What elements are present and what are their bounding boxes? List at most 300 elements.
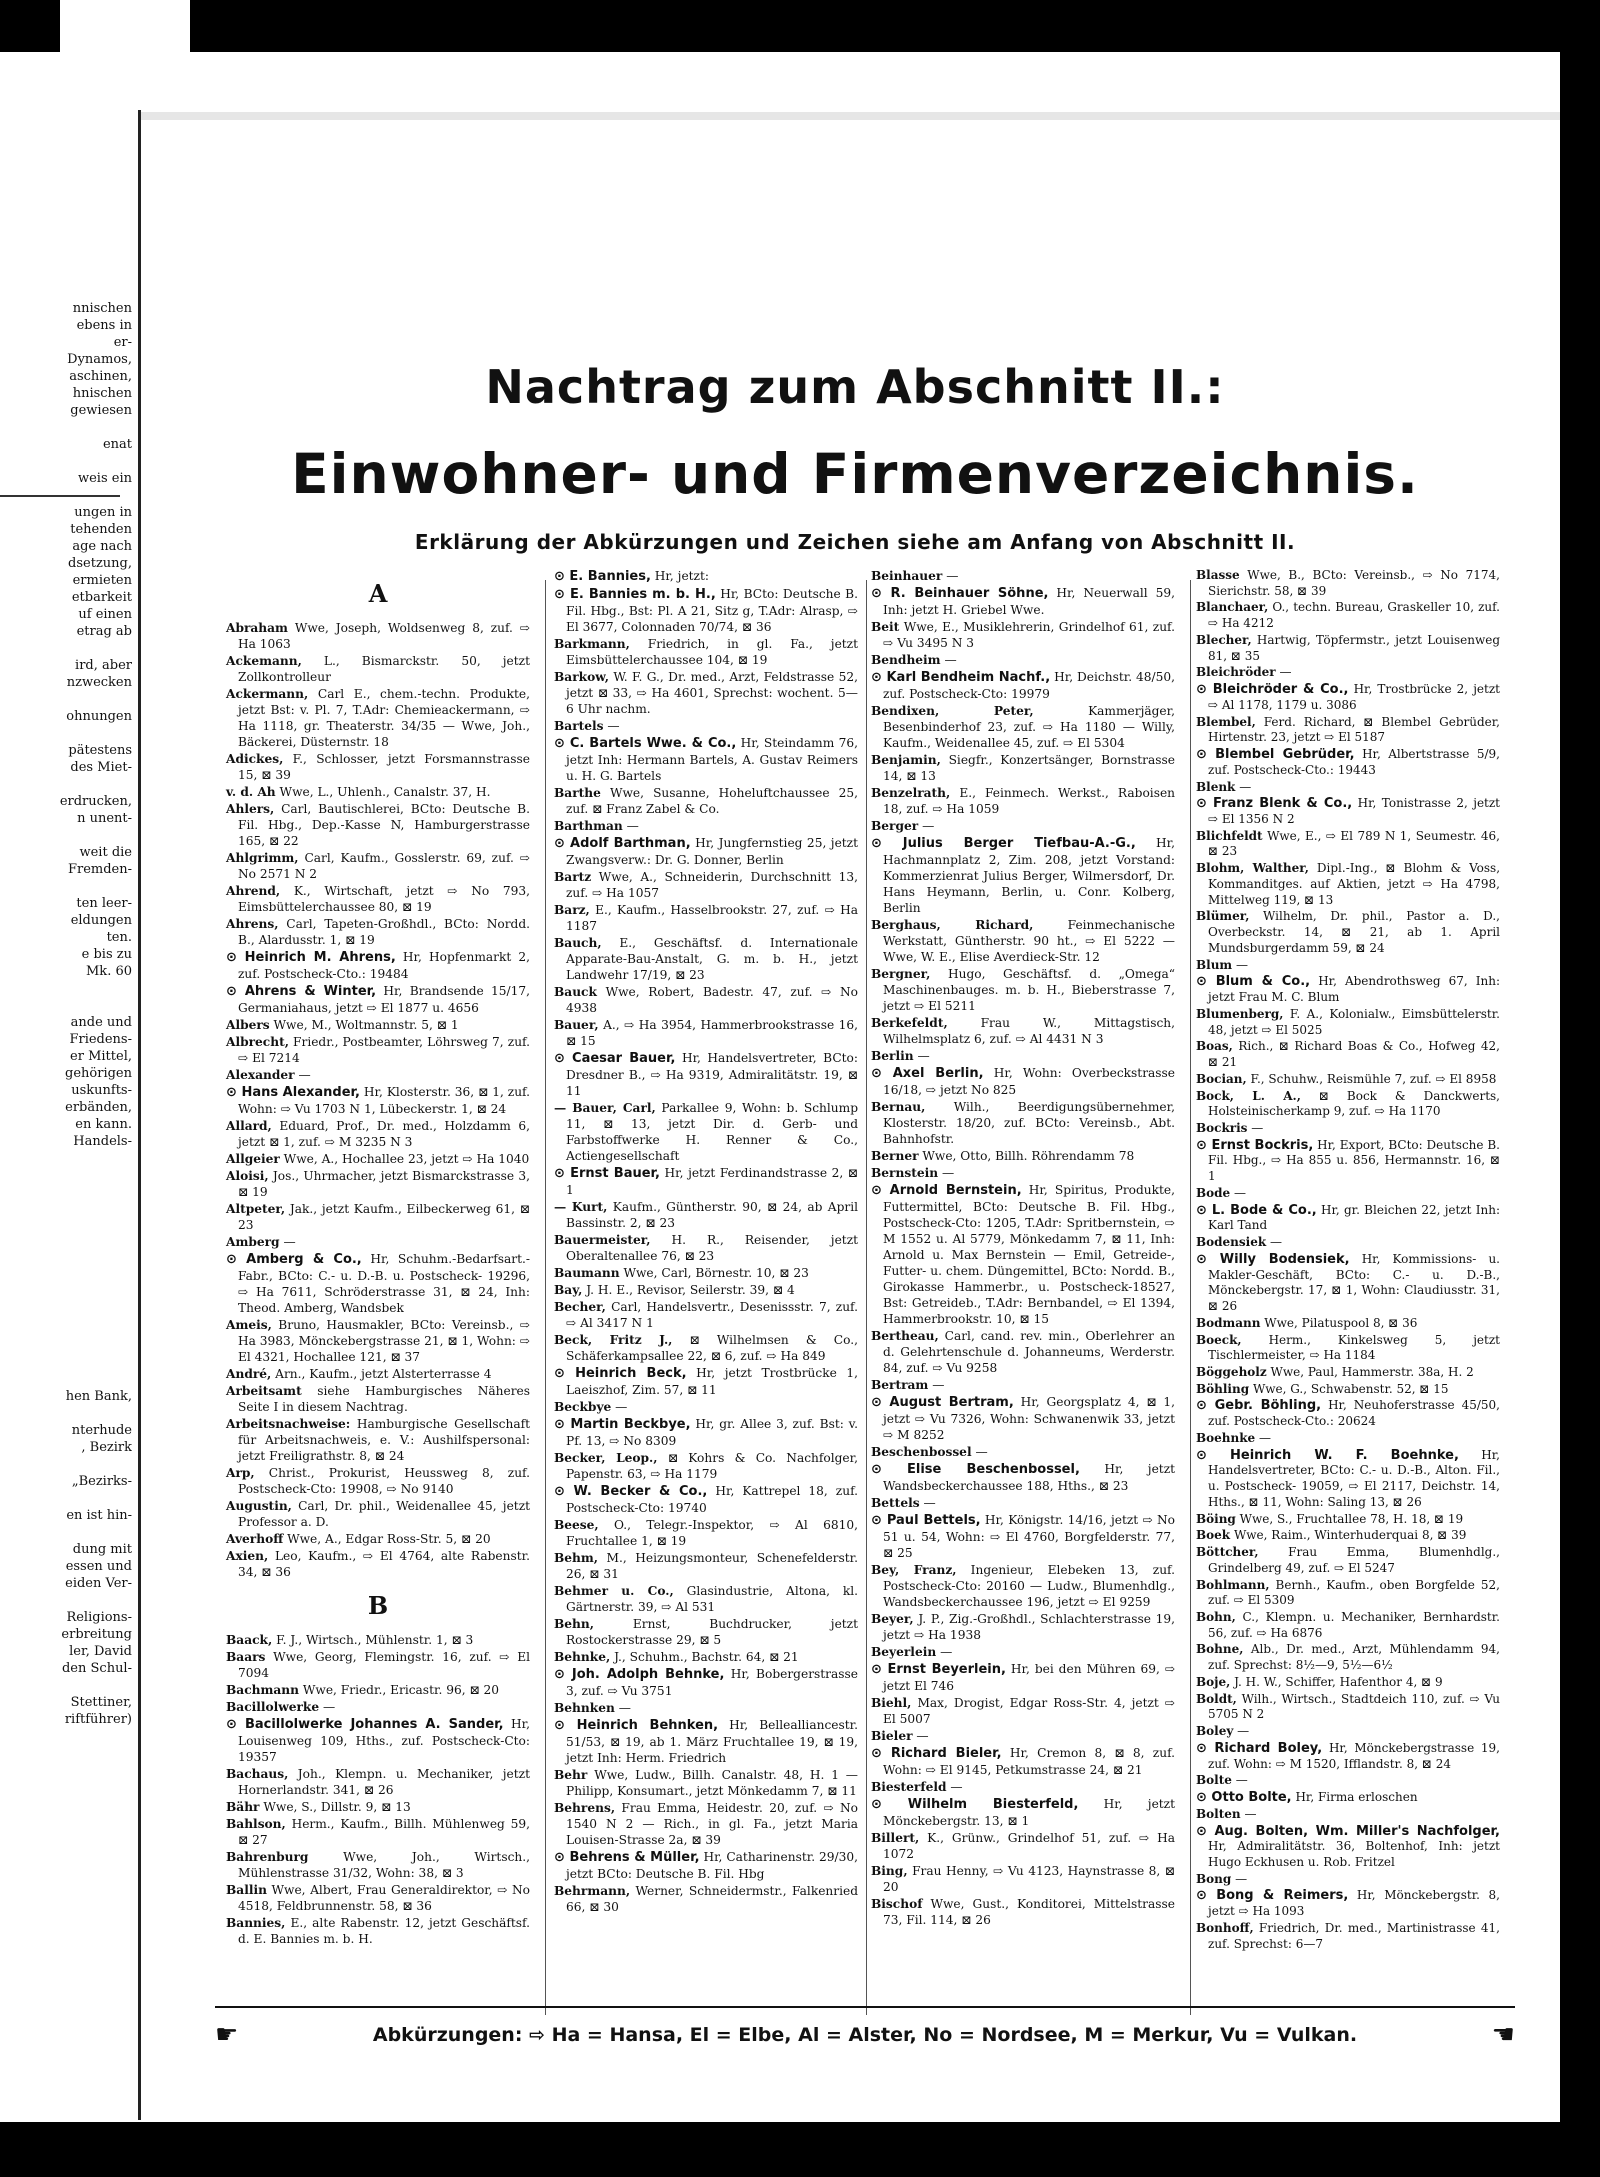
book-spine [138, 110, 141, 2120]
entry-details: Wwe, Carl, Börnestr. 10, ⊠ 23 [623, 1266, 809, 1280]
entry-name: Benzelrath, [871, 786, 951, 800]
entry-details: Hr, Jungfernstieg 25, jetzt Zwangsverw.: Dr. G. Donner, Berlin [566, 836, 859, 867]
firm-name: ⊙ Paul Bettels, [871, 1513, 981, 1528]
entry-name: Bauer, [554, 1018, 599, 1032]
left-page-text-fragment: Friedens- [69, 1032, 132, 1047]
entry-details: W. F. G., Dr. med., Arzt, Feldstrasse 52, jetzt ⊠ 33, ⇨ Ha 4601, Sprechst: wochent. 5—6 Uhr nachm. [566, 670, 858, 716]
left-page-text-fragment: enat [102, 437, 132, 452]
left-page-text-fragment: riftführer) [64, 1712, 132, 1727]
firm-entry [1196, 1888, 1500, 1919]
entry-name: Bartels [554, 719, 604, 733]
entry-name: Boehnke [1196, 1430, 1256, 1445]
entry-details: Hr, Albertstrasse 5/9, zuf. Postscheck-Cto.: 19443 [1208, 747, 1500, 777]
entry-details: F., Schlosser, jetzt Forsmannstrasse 15, ⊠ 39 [238, 752, 531, 782]
entry-name: Biehl, [871, 1696, 912, 1710]
entry-details: — [1244, 1806, 1257, 1821]
entry-details: Wwe, Joh., Wirtsch., Mühlenstrasse 31/32, Wohn: 38, ⊠ 3 [238, 1850, 530, 1880]
entry-details: Wwe, S., Fruchtallee 78, H. 18, ⊠ 19 [1239, 1511, 1464, 1526]
firm-entry [554, 586, 858, 635]
entry-details: J., Schuhm., Bachstr. 64, ⊠ 21 [614, 1650, 799, 1664]
firm-entry [1196, 1448, 1500, 1511]
entry-name: Ahlers, [226, 802, 275, 816]
entry-details: Hr, Catharinenstr. 29/30, jetzt BCto: Deutsche B. Fil. Hbg [566, 1850, 859, 1881]
entry-details: L., Bismarckstr. 50, jetzt Zollkontrolleur [238, 654, 530, 684]
entry-name: Blohm, Walther, [1196, 861, 1309, 876]
directory-entry [226, 1882, 530, 1914]
page-subtitle: Erklärung der Abkürzungen und Zeichen siehe am Anfang von Abschnitt II. [414, 530, 1296, 554]
firm-name: ⊙ E. Bannies, [554, 569, 651, 584]
directory-entry [554, 1265, 858, 1281]
firm-name: ⊙ Franz Blenk & Co., [1196, 796, 1352, 811]
directory-entry [226, 1201, 530, 1233]
entry-details: Dipl.-Ing., ⊠ Blohm & Voss, Kommanditges. auf Aktien, jetzt ⇨ Ha 4798, Mittelweg 119, ⊠ 13 [1208, 861, 1501, 907]
firm-name: ⊙ Heinrich Behnken, [554, 1718, 718, 1733]
entry-details: — [626, 819, 639, 833]
firm-name: ⊙ R. Beinhauer Söhne, [871, 586, 1048, 601]
directory-entry [871, 1377, 1175, 1393]
entry-details: Hr, Brandsende 15/17, Germaniahaus, jetzt ⇨ El 1877 u. 4656 [238, 984, 531, 1015]
entry-details: O., Telegr.-Inspektor, ⇨ Al 6810, Fruchtallee 1, ⊠ 19 [566, 1518, 858, 1548]
entry-details: Hr, Klosterstr. 36, ⊠ 1, zuf. Wohn: ⇨ Vu 1703 N 1, Lübeckerstr. 1, ⊠ 24 [238, 1085, 530, 1116]
entry-details: Jos., Uhrmacher, jetzt Bismarckstrasse 3, ⊠ 19 [238, 1169, 530, 1199]
firm-entry [871, 835, 1175, 916]
entry-details: — [298, 1068, 311, 1082]
page-title-line-2: Einwohner- und Firmenverzeichnis. [291, 442, 1419, 506]
entry-name: Barthe [554, 786, 601, 800]
directory-entry [226, 653, 530, 685]
entry-details: — [1259, 1430, 1272, 1445]
entry-name: Behrens, [554, 1801, 616, 1815]
entry-name: Benjamin, [871, 753, 941, 767]
left-page-text-fragment: Dynamos, [67, 352, 132, 367]
entry-details: Wwe, S., Dillstr. 9, ⊠ 13 [263, 1800, 411, 1814]
firm-entry [1196, 1252, 1500, 1315]
entry-details: — [1279, 665, 1292, 680]
entry-name: Ahrend, [226, 884, 281, 898]
entry-details: — [975, 1445, 988, 1459]
directory-entry [226, 1067, 530, 1083]
directory-entry [554, 1332, 858, 1364]
directory-entry [871, 1779, 1175, 1795]
left-page-text-fragment: ande und [70, 1015, 132, 1030]
column-separator [866, 580, 867, 2015]
entry-name: Bing, [871, 1864, 908, 1878]
directory-entry [871, 652, 1175, 668]
left-page-text-fragment: er- [113, 335, 132, 350]
directory-entry [226, 1531, 530, 1547]
directory-entry [554, 1299, 858, 1331]
entry-details: Hr, Wohn: Overbeckstrasse 16/18, ⇨ jetzt No 825 [883, 1066, 1176, 1097]
left-page-text-fragment: aschinen, [69, 369, 132, 384]
entry-details: Ingenieur, Elebeken 13, zuf. Postscheck-Cto: 20160 — Ludw., Blumenhdlg., Wandsbeckerchaussee 196, jetzt ⇨ El 9259 [883, 1563, 1175, 1609]
left-page-text-fragment: nterhude [71, 1423, 132, 1438]
entry-details: Hartwig, Töpfermstr., jetzt Louisenweg 81, ⊠ 35 [1208, 632, 1500, 663]
entry-details: Hr, Louisenweg 109, Hths., zuf. Postscheck-Cto: 19357 [238, 1717, 530, 1764]
firm-name: ⊙ Ernst Beyerlein, [871, 1662, 1006, 1677]
directory-entry [226, 1034, 530, 1066]
left-page-text-fragment: erdrucken, [59, 794, 132, 809]
entry-details: Hr, jetzt Mönckebergstr. 13, ⊠ 1 [883, 1797, 1176, 1828]
left-page-fragment [0, 300, 132, 1800]
abbreviation-legend: Abkürzungen: ⇨ Ha = Hansa, El = Elbe, Al = Alster, No = Nordsee, M = Merkur, Vu = Vulkan. [372, 2024, 1358, 2046]
directory-entry [554, 1883, 858, 1915]
entry-name: Bertram [871, 1378, 929, 1392]
firm-name: ⊙ Heinrich W. F. Boehnke, [1196, 1448, 1459, 1463]
entry-details: Hr, Cremon 8, ⊠ 8, zuf. Wohn: ⇨ El 9145, Petkumstrasse 24, ⊠ 21 [883, 1746, 1176, 1777]
entry-name: Bohn, [1196, 1610, 1236, 1624]
entry-details: — [1239, 779, 1252, 794]
entry-details: — [1235, 1871, 1248, 1886]
scan-top-border [0, 0, 1600, 52]
directory-entry [1196, 829, 1500, 860]
entry-details: Max, Drogist, Edgar Ross-Str. 4, jetzt ⇨ El 5007 [883, 1696, 1175, 1726]
entry-details: Hr, Steindamm 76, jetzt Inh: Hermann Bartels, A. Gustav Reimers u. H. G. Bartels [566, 736, 858, 783]
entry-name: Bohlmann, [1196, 1577, 1270, 1592]
left-page-text-fragment: uskunfts- [71, 1083, 132, 1098]
left-page-text-fragment: etrag ab [76, 624, 132, 639]
entry-details: Alb., Dr. med., Arzt, Mühlendamm 94, zuf. Sprechst: 8½—9, 5½—6½ [1208, 1642, 1500, 1673]
entry-details: Hr, Mönckebergstr. 8, jetzt ⇨ Ha 1093 [1208, 1888, 1500, 1919]
directory-entry [871, 818, 1175, 834]
entry-name: Arp, [226, 1466, 255, 1480]
entry-details: F., Schuhw., Reismühle 7, zuf. ⇨ El 8958 [1250, 1071, 1497, 1086]
directory-entry [871, 966, 1175, 1014]
firm-name: ⊙ Willy Bodensiek, [1196, 1252, 1350, 1267]
entry-details: Wwe, E., ⇨ El 789 N 1, Seumestr. 46, ⊠ 23 [1208, 828, 1500, 859]
firm-name: ⊙ Martin Beckbye, [554, 1417, 691, 1432]
left-page-text-fragment: en kann. [75, 1117, 132, 1132]
directory-entry [554, 869, 858, 901]
entry-details: Leo, Kaufm., ⇨ El 4764, alte Rabenstr. 34, ⊠ 36 [238, 1549, 530, 1579]
left-page-text-fragment: Stettiner, [70, 1695, 132, 1710]
left-page-text-fragment: Religions- [66, 1610, 132, 1625]
entry-name: Behrmann, [554, 1884, 631, 1898]
firm-entry [871, 669, 1175, 702]
left-page-text-fragment: etbarkeit [71, 590, 132, 605]
directory-column-3 [871, 568, 1175, 1929]
entry-details: Hr, Georgsplatz 4, ⊠ 1, jetzt ⇨ Vu 7326, Wohn: Schwanenwik 33, jetzt ⇨ M 8252 [883, 1395, 1176, 1442]
directory-column-2 [554, 568, 858, 1916]
left-page-text-fragment: erbreitung [61, 1627, 132, 1642]
directory-entry [871, 1896, 1175, 1928]
entry-details: Frau Emma, Blumenhdlg., Grindelberg 49, zuf. ⇨ El 5247 [1208, 1545, 1500, 1575]
entry-name: Böing [1196, 1511, 1236, 1526]
directory-entry [1196, 1007, 1500, 1038]
entry-name: Bolte [1196, 1773, 1232, 1788]
entry-name: Alexander [226, 1068, 295, 1082]
footer-rule [215, 2006, 1515, 2008]
directory-entry [1196, 1872, 1500, 1888]
entry-name: Allgeier [226, 1152, 280, 1166]
entry-name: Bertheau, [871, 1329, 939, 1343]
entry-details: Carl, Dr. phil., Weidenallee 45, jetzt Professor a. D. [238, 1499, 531, 1529]
entry-name: Bahrenburg [226, 1850, 309, 1864]
entry-name: Blanchaer, [1196, 600, 1269, 615]
entry-details: Wilh., Beerdigungsübernehmer, Klosterstr. 18/20, zuf. BCto: Vereinsb., Abt. Bahnhofstr. [883, 1100, 1175, 1146]
entry-details: Siegfr., Konzertsänger, Bornstrasse 14, ⊠ 13 [883, 753, 1175, 783]
entry-details: — [932, 1378, 945, 1392]
entry-name: Berghaus, Richard, [871, 918, 1034, 932]
left-page-rule [0, 495, 120, 497]
directory-entry [554, 1649, 858, 1665]
entry-name: Bonhoff, [1196, 1920, 1254, 1935]
entry-details: Wwe, Robert, Badestr. 47, zuf. ⇨ No 4938 [566, 985, 859, 1015]
directory-entry [226, 1548, 530, 1580]
entry-name: Blümer, [1196, 909, 1250, 924]
entry-name: Ameis, [226, 1318, 272, 1332]
left-page-text-fragment: essen und [65, 1559, 132, 1574]
entry-name: Albers [226, 1018, 270, 1032]
firm-name: ⊙ C. Bartels Wwe. & Co., [554, 736, 736, 751]
left-page-text-fragment: nnischen [72, 301, 132, 316]
entry-details: Hr, Tonistrasse 2, jetzt ⇨ El 1356 N 2 [1208, 796, 1501, 827]
entry-details: Hr, Hachmannplatz 2, Zim. 208, jetzt Vorstand: Kommerzienrat Julius Berger, Wilmersdorf, Dr. Hans Heymann, Berlin, u. Conr. Kolberg, Berlin [883, 836, 1176, 915]
entry-details: — [940, 1645, 953, 1659]
left-page-text-fragment: ird, aber [75, 658, 132, 673]
entry-details: Wwe, Joseph, Woldsenweg 8, zuf. ⇨ Ha 1063 [238, 621, 530, 651]
directory-entry [554, 1399, 858, 1415]
entry-details: C., Klempn. u. Mechaniker, Bernhardstr. 56, zuf. ⇨ Ha 6876 [1208, 1610, 1500, 1640]
left-page-text-fragment: dung mit [72, 1542, 132, 1557]
entry-name: Bergner, [871, 967, 931, 981]
scan-top-gap [60, 0, 190, 52]
entry-details: — [615, 1400, 628, 1414]
entry-details: Hr, BCto: Deutsche B. Fil. Hbg., Bst: Pl. A 21, Sitz g, T.Adr: Alrasp, ⇨ El 3677, Colonnaden 70/74, ⊠ 36 [566, 587, 858, 634]
firm-entry [554, 735, 858, 784]
entry-name: Bahlson, [226, 1817, 286, 1831]
entry-details: Friedr., Postbeamter, Löhrsweg 7, zuf. ⇨ El 7214 [238, 1035, 530, 1065]
entry-name: Blichfeldt [1196, 828, 1263, 843]
entry-details: Wwe, Albert, Frau Generaldirektor, ⇨ No 4518, Feldbrunnenstr. 58, ⊠ 36 [238, 1883, 530, 1913]
entry-name: Ackermann, [226, 687, 309, 701]
directory-entry [554, 718, 858, 734]
entry-details: — [922, 819, 935, 833]
entry-details: Wwe, A., Schneiderin, Durchschnitt 13, zuf. ⇨ Ha 1057 [566, 870, 858, 900]
entry-details: — [283, 1235, 296, 1249]
entry-details: Frau W., Mittagstisch, Wilhelmsplatz 6, zuf. ⇨ Al 4431 N 3 [883, 1016, 1175, 1046]
entry-name: Bleichröder [1196, 665, 1276, 680]
entry-details: Wwe, G., Schwabenstr. 52, ⊠ 15 [1252, 1381, 1449, 1396]
entry-details: — [1237, 1724, 1250, 1739]
entry-details: ⊠ Wilhelmsen & Co., Schäferkampsallee 22, ⊠ 6, zuf. ⇨ Ha 849 [566, 1333, 858, 1363]
entry-details: Wilh., Wirtsch., Stadtdeich 110, zuf. ⇨ Vu 5705 N 2 [1208, 1691, 1500, 1722]
left-page-text-fragment: n unent- [77, 811, 132, 826]
left-page-text-fragment: age nach [72, 539, 132, 554]
firm-entry [1196, 1741, 1500, 1772]
firm-name: ⊙ Blum & Co., [1196, 974, 1310, 989]
entry-details: F. A., Kolonialw., Eimsbüttelerstr. 48, jetzt ⇨ El 5025 [1208, 1006, 1500, 1037]
directory-entry [871, 1015, 1175, 1047]
entry-details: Wwe, Ludw., Billh. Canalstr. 48, H. 1 — Philipp, Konsumart., jetzt Mönkedamm 7, ⊠ 11 [566, 1768, 858, 1798]
firm-name: ⊙ Karl Bendheim Nachf., [871, 670, 1050, 685]
entry-name: Barkow, [554, 670, 609, 684]
firm-entry [1196, 682, 1500, 713]
entry-details: Hr, Handelsvertreter, BCto: C.- u. D.-B., Alton. Fil., u. Postscheck- 19059, ⇨ El 2117, Deichstr. 14, Hths., ⊠ 11, Wohn: Saling 13, ⊠ 26 [1208, 1447, 1500, 1509]
entry-name: Bockris [1196, 1120, 1248, 1135]
entry-name: Boek [1196, 1528, 1231, 1543]
entry-name: Arbeitsnachweise: [226, 1417, 351, 1431]
directory-entry [226, 1766, 530, 1798]
left-page-text-fragment: eiden Ver- [65, 1576, 132, 1591]
entry-details: E., Feinmech. Werkst., Raboisen 18, zuf. ⇨ Ha 1059 [883, 786, 1176, 816]
entry-details: Bernh., Kaufm., oben Borgfelde 52, zuf. ⇨ El 5309 [1208, 1577, 1500, 1608]
entry-name: Beyer, [871, 1612, 914, 1626]
firm-entry [554, 1717, 858, 1766]
entry-details: Wwe, Friedr., Ericastr. 96, ⊠ 20 [302, 1683, 500, 1697]
entry-name: Bernstein [871, 1166, 939, 1180]
entry-name: Billert, [871, 1831, 920, 1845]
directory-entry [554, 1450, 858, 1482]
directory-entry [226, 801, 530, 849]
entry-details: Eduard, Prof., Dr. med., Holzdamm 6, jetzt ⊠ 1, zuf. ⇨ M 3235 N 3 [238, 1119, 531, 1149]
firm-name: ⊙ Bleichröder & Co., [1196, 682, 1348, 697]
entry-details: Herm., Kaufm., Billh. Mühlenweg 59, ⊠ 27 [238, 1817, 531, 1847]
left-page-text-fragment: gehörigen [65, 1066, 132, 1081]
entry-details: — [944, 653, 957, 667]
directory-entry [1196, 1365, 1500, 1381]
entry-details: — [607, 719, 620, 733]
directory-entry [1196, 1545, 1500, 1576]
left-page-text-fragment: hnischen [72, 386, 132, 401]
firm-entry [871, 1182, 1175, 1327]
entry-name: Bernau, [871, 1100, 926, 1114]
entry-name: Berlin [871, 1049, 914, 1063]
entry-details: — [323, 1700, 336, 1714]
entry-details: — [916, 1729, 929, 1743]
entry-details: Carl, Handelsvertr., Desenissstr. 7, zuf. ⇨ Al 3417 N 1 [566, 1300, 859, 1330]
directory-entry [1196, 1921, 1500, 1952]
entry-name: Bendheim [871, 653, 941, 667]
entry-details: Herm., Kinkelsweg 5, jetzt Tischlermeister, ⇨ Ha 1184 [1208, 1332, 1500, 1363]
entry-name: Bannies, [226, 1916, 286, 1930]
directory-entry [1196, 780, 1500, 796]
directory-entry [871, 1695, 1175, 1727]
entry-details: Wwe, Otto, Billh. Röhrendamm 78 [922, 1149, 1135, 1163]
firm-name: ⊙ Caesar Bauer, [554, 1051, 675, 1066]
directory-entry [1196, 1692, 1500, 1723]
firm-name: ⊙ Elise Beschenbossel, [871, 1462, 1080, 1477]
entry-name: Berkefeldt, [871, 1016, 948, 1030]
entry-name: Ahlgrimm, [226, 851, 299, 865]
entry-name: Bieler [871, 1729, 913, 1743]
left-page-text-fragment: den Schul- [61, 1661, 132, 1676]
firm-entry [871, 1745, 1175, 1778]
directory-entry [1196, 1675, 1500, 1691]
directory-entry [226, 686, 530, 750]
firm-entry [1196, 974, 1500, 1005]
directory-entry [871, 1444, 1175, 1460]
entry-details: Wwe, A., Edgar Ross-Str. 5, ⊠ 20 [287, 1532, 491, 1546]
directory-entry [1196, 1316, 1500, 1332]
directory-entry [871, 1644, 1175, 1660]
directory-entry [554, 1700, 858, 1716]
entry-name: Blum [1196, 957, 1233, 972]
firm-name: ⊙ Bacillolwerke Johannes A. Sander, [226, 1717, 504, 1732]
firm-entry [226, 949, 530, 982]
entry-details: — [1270, 1235, 1282, 1250]
directory-entry [554, 818, 858, 834]
directory-entry [1196, 1333, 1500, 1364]
directory-entry [871, 1728, 1175, 1744]
left-page-text-fragment: Handels- [73, 1134, 132, 1149]
entry-details: ⊠ Kohrs & Co. Nachfolger, Papenstr. 63, ⇨ Ha 1179 [566, 1451, 859, 1481]
firm-entry [871, 585, 1175, 618]
directory-entry [554, 1282, 858, 1298]
entry-details: O., techn. Bureau, Graskeller 10, zuf. ⇨ Ha 4212 [1208, 600, 1500, 631]
entry-name: Bong [1196, 1871, 1232, 1886]
directory-entry [1196, 1807, 1500, 1823]
directory-entry [226, 1366, 530, 1382]
firm-name: ⊙ Ahrens & Winter, [226, 984, 376, 999]
entry-name: Bacillolwerke [226, 1700, 320, 1714]
firm-name: ⊙ August Bertram, [871, 1395, 1014, 1410]
directory-entry [871, 1495, 1175, 1511]
entry-details: — [1234, 1185, 1246, 1200]
directory-entry [554, 636, 858, 668]
directory-entry [871, 1863, 1175, 1895]
entry-name: Averhoff [226, 1532, 284, 1546]
directory-entry [226, 1383, 530, 1415]
directory-entry [1196, 1039, 1500, 1070]
entry-name: Bauch, [554, 936, 602, 950]
directory-entry [871, 1611, 1175, 1643]
directory-entry [1196, 1235, 1500, 1251]
entry-name: Abraham [226, 621, 288, 635]
entry-details: Hr, jetzt: [654, 569, 709, 583]
entry-name: Biesterfeld [871, 1780, 947, 1794]
entry-details: Kammerjäger, Besenbinderhof 23, zuf. ⇨ Ha 1180 — Willy, Kaufm., Weidenallee 45, zuf. ⇨ El 5304 [883, 704, 1176, 750]
firm-name: ⊙ Gebr. Böhling, [1196, 1398, 1321, 1413]
left-page-text-fragment: ten leer- [76, 896, 132, 911]
entry-name: Augustin, [226, 1499, 292, 1513]
firm-entry [554, 1165, 858, 1198]
left-page-text-fragment: „Bezirks- [71, 1474, 132, 1489]
directory-entry [226, 1465, 530, 1497]
entry-name: Beckbye [554, 1400, 612, 1414]
entry-name: Adickes, [226, 752, 284, 766]
firm-name: ⊙ Julius Berger Tiefbau-A.-G., [871, 836, 1136, 851]
entry-details: F. J., Wirtsch., Mühlenstr. 1, ⊠ 3 [276, 1633, 474, 1647]
entry-name: Boeck, [1196, 1332, 1242, 1347]
abbreviation-footer [215, 2018, 1515, 2052]
entry-details: Hr, Neuerwall 59, Inh: jetzt H. Griebel Wwe. [883, 586, 1175, 617]
directory-entry [226, 850, 530, 882]
entry-details: Frau Emma, Heidestr. 20, zuf. ⇨ No 1540 N 2 — Rich., in gl. Fa., jetzt Maria Louisen-Strasse 2a, ⊠ 39 [566, 1801, 859, 1847]
firm-name: ⊙ Axel Berlin, [871, 1066, 984, 1081]
entry-details: Hr, Kattrepel 18, zuf. Postscheck-Cto: 19740 [566, 1484, 859, 1515]
directory-entry [226, 1151, 530, 1167]
entry-name: Bendixen, Peter, [871, 704, 1034, 718]
firm-name: ⊙ Wilhelm Biesterfeld, [871, 1797, 1078, 1812]
firm-entry [871, 1796, 1175, 1829]
entry-name: Bodensiek [1196, 1235, 1267, 1250]
firm-entry [226, 1716, 530, 1765]
entry-name: Behn, [554, 1617, 595, 1631]
left-page-text-fragment: hen Bank, [65, 1389, 132, 1404]
entry-details: Carl, cand. rev. min., Oberlehrer an d. Gelehrtenschule d. Johanneums, Werderstr. 84, zuf. ⇨ Vu 9258 [883, 1329, 1176, 1375]
entry-name: v. d. Ah [226, 785, 276, 799]
entry-details: — [618, 1701, 631, 1715]
firm-entry [226, 1251, 530, 1316]
directory-entry [1196, 1642, 1500, 1673]
directory-entry [554, 1800, 858, 1848]
firm-entry [1196, 1398, 1500, 1429]
entry-details: Hr, gr. Bleichen 22, jetzt Inh: Karl Tand [1208, 1202, 1501, 1233]
directory-entry [226, 1632, 530, 1648]
left-page-text-fragment: weis ein [77, 471, 132, 486]
firm-entry [871, 1394, 1175, 1443]
entry-details: Wwe, Susanne, Hoheluftchaussee 25, zuf. ⊠ Franz Zabel & Co. [566, 786, 859, 816]
